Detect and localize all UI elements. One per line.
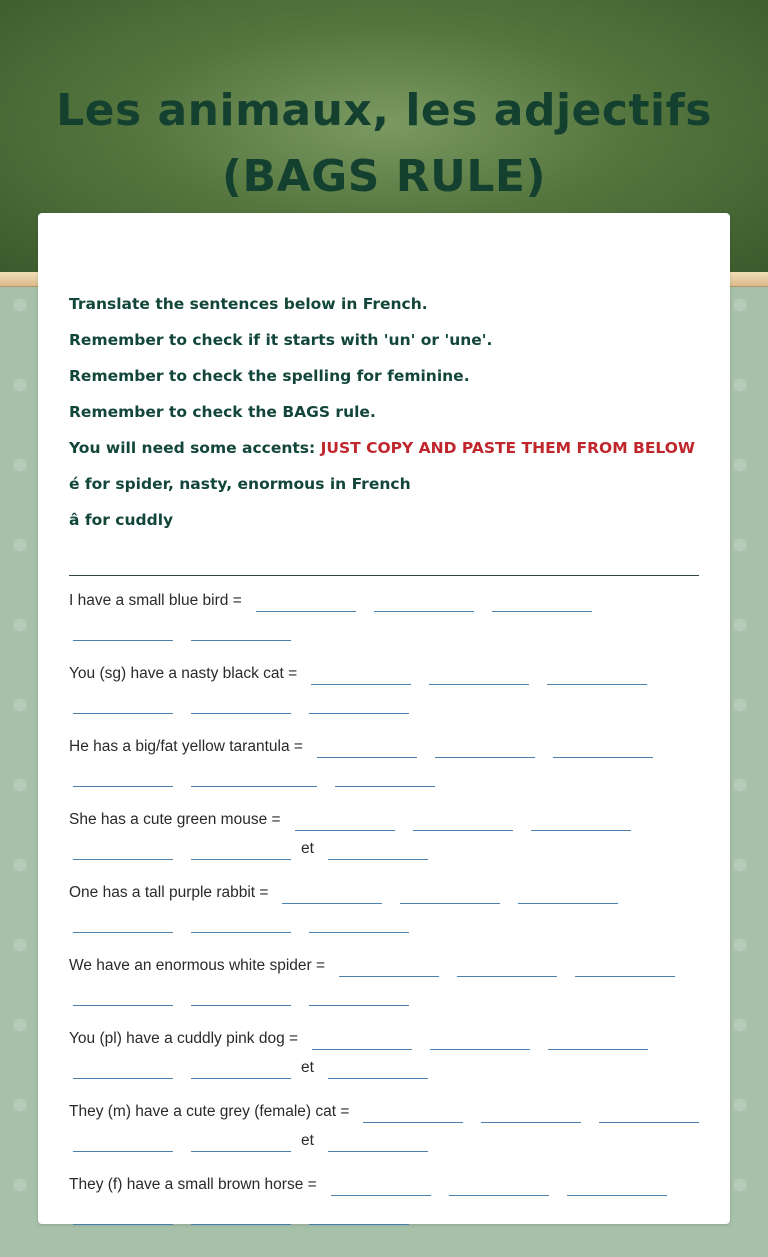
question-label: She has a cute green mouse = (69, 811, 281, 828)
answer-blank[interactable] (430, 1027, 530, 1050)
answer-blank[interactable] (73, 764, 173, 787)
answer-blank[interactable] (435, 735, 535, 758)
answer-blank[interactable] (328, 837, 428, 860)
answer-blank[interactable] (191, 691, 291, 714)
answer-blank[interactable] (328, 1129, 428, 1152)
instruction-line: â for cuddly (69, 511, 174, 529)
answer-blank[interactable] (256, 589, 356, 612)
instructions (69, 293, 709, 545)
instruction-accent-prefix: You will need some accents: (69, 439, 321, 457)
answer-blank[interactable] (191, 837, 291, 860)
answer-blank[interactable] (191, 1202, 291, 1225)
worksheet-title: Les animaux, les adjectifs (BAGS RULE) (56, 85, 712, 202)
question-label: We have an enormous white spider = (69, 957, 326, 974)
answer-blank[interactable] (191, 910, 291, 933)
answer-blank[interactable] (295, 808, 395, 831)
answer-blank[interactable] (309, 983, 409, 1006)
answer-blank[interactable] (518, 881, 618, 904)
answer-blank[interactable] (457, 954, 557, 977)
question-label: You (sg) have a nasty black cat = (69, 665, 298, 682)
answer-blank[interactable] (73, 1129, 173, 1152)
answer-blank[interactable] (73, 1202, 173, 1225)
answer-blank[interactable] (73, 1056, 173, 1079)
answer-blank[interactable] (317, 735, 417, 758)
answer-blank[interactable] (309, 1202, 409, 1225)
answer-blank[interactable] (309, 910, 409, 933)
instruction-line: Remember to check the spelling for feminine. (69, 367, 470, 385)
answer-blank[interactable] (311, 662, 411, 685)
question-label: He has a big/fat yellow tarantula = (69, 738, 303, 755)
instruction-highlight: JUST COPY AND PASTE THEM FROM BELOW (320, 439, 696, 457)
instruction-line: Remember to check the BAGS rule. (69, 403, 376, 421)
question-row (69, 881, 705, 933)
question-row (69, 662, 705, 714)
instruction-line: é for spider, nasty, enormous in French (69, 475, 411, 493)
answer-blank[interactable] (191, 1129, 291, 1152)
question-label: You (pl) have a cuddly pink dog = (69, 1030, 299, 1047)
answer-blank[interactable] (339, 954, 439, 977)
answer-blank[interactable] (429, 662, 529, 685)
connector-et: et (301, 1132, 314, 1149)
answer-blank[interactable] (328, 1056, 428, 1079)
answer-blank[interactable] (599, 1100, 699, 1123)
answer-blank[interactable] (553, 735, 653, 758)
instruction-line (69, 437, 709, 459)
answer-blank[interactable] (335, 764, 435, 787)
answer-blank[interactable] (309, 691, 409, 714)
answer-blank[interactable] (191, 983, 291, 1006)
answer-blank[interactable] (547, 662, 647, 685)
answer-blank[interactable] (481, 1100, 581, 1123)
worksheet-card (38, 213, 730, 1224)
answer-blank[interactable] (331, 1173, 431, 1196)
answer-blank[interactable] (73, 910, 173, 933)
question-label: They (m) have a cute grey (female) cat = (69, 1103, 350, 1120)
answer-blank[interactable] (531, 808, 631, 831)
question-row (69, 735, 705, 787)
instruction-line: Remember to check if it starts with 'un' or 'une'. (69, 331, 493, 349)
answer-blank[interactable] (73, 837, 173, 860)
answer-blank[interactable] (548, 1027, 648, 1050)
answer-blank[interactable] (363, 1100, 463, 1123)
answer-blank[interactable] (282, 881, 382, 904)
question-row (69, 954, 705, 1006)
answer-blank[interactable] (73, 618, 173, 641)
answer-blank[interactable] (449, 1173, 549, 1196)
answer-blank[interactable] (400, 881, 500, 904)
connector-et: et (301, 840, 314, 857)
divider (69, 575, 699, 576)
answer-blank[interactable] (567, 1173, 667, 1196)
answer-blank[interactable] (374, 589, 474, 612)
questions-list (69, 589, 705, 1246)
answer-blank[interactable] (492, 589, 592, 612)
answer-blank[interactable] (73, 983, 173, 1006)
answer-blank[interactable] (312, 1027, 412, 1050)
answer-blank[interactable] (575, 954, 675, 977)
answer-blank[interactable] (191, 1056, 291, 1079)
question-label: I have a small blue bird = (69, 592, 242, 609)
answer-blank[interactable] (413, 808, 513, 831)
question-label: They (f) have a small brown horse = (69, 1176, 317, 1193)
connector-et: et (301, 1059, 314, 1076)
question-row (69, 1100, 705, 1152)
instruction-line: Translate the sentences below in French. (69, 295, 428, 313)
answer-blank[interactable] (73, 691, 173, 714)
question-row (69, 1173, 705, 1225)
question-row (69, 1027, 705, 1079)
answer-blank[interactable] (191, 764, 317, 787)
answer-blank[interactable] (191, 618, 291, 641)
question-label: One has a tall purple rabbit = (69, 884, 269, 901)
question-row (69, 589, 705, 641)
question-row (69, 808, 705, 860)
